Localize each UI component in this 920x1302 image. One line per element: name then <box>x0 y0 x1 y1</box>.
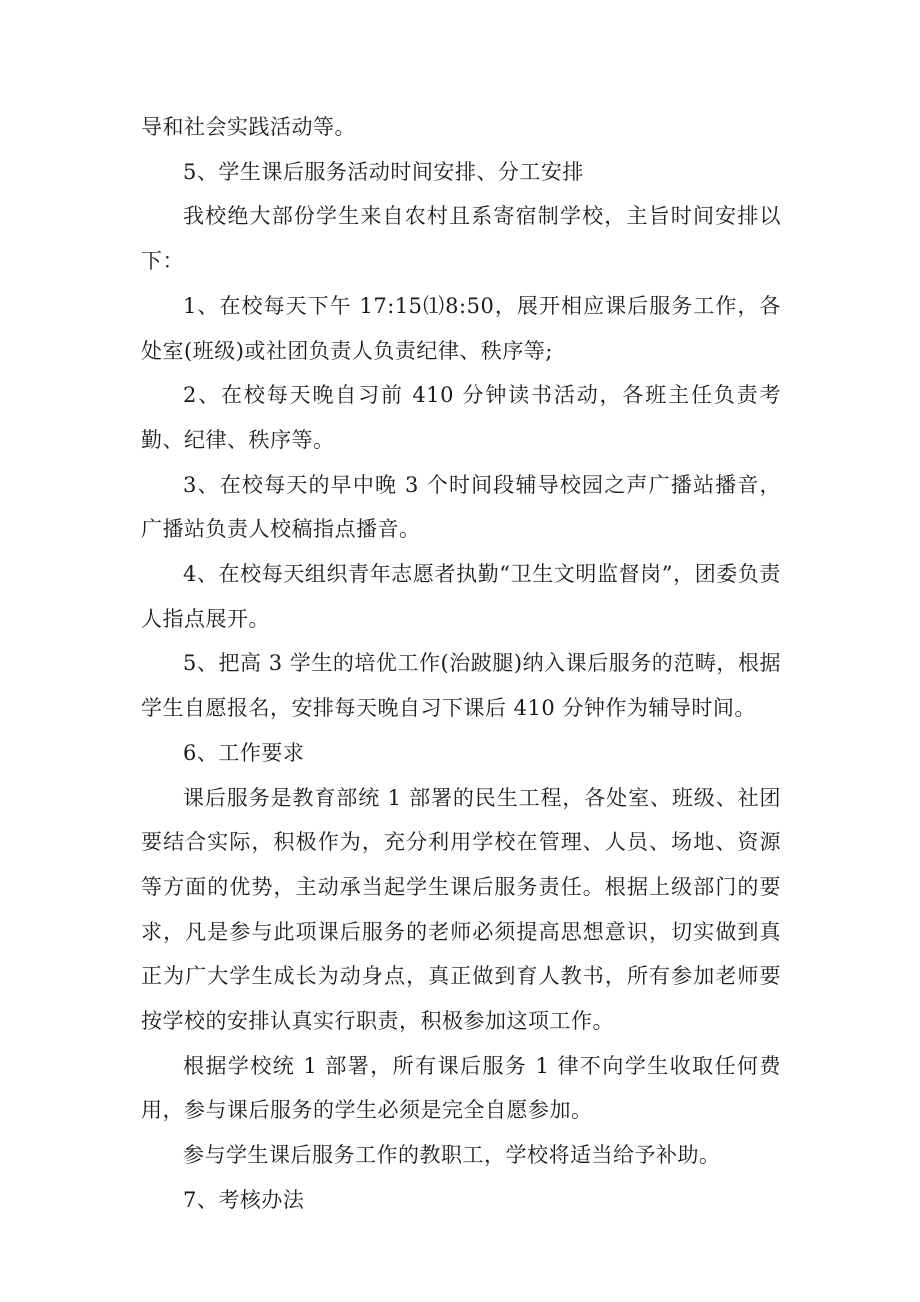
paragraph-requirements: 课后服务是教育部统 1 部署的民生工程，各处室、班级、社团要结合实际，积极作为，充分利用学校在管理、人员、场地、资源等方面的优势，主动承当起学生课后服务责任。根据上级部门的要求，凡是参与此项课后服务的老师必须提高思想意识，切实做到真正为广大学生成长为动身点，真正做到育人教书，所有参加老师要按学校的安排认真实行职责，积极参加这项工作。 <box>141 785 781 1034</box>
paragraph-fees: 根据学校统 1 部署，所有课后服务 1 律不向学生收取任何费用，参与课后服务的学生必须是完全自愿参加。 <box>141 1053 781 1123</box>
document-body <box>141 105 781 1223</box>
list-item-1: 1、在校每天下午 17:15⑴8:50，展开相应课后服务工作，各处室(班级)或社团负责人负责纪律、秩序等; <box>141 293 781 363</box>
paragraph-subsidy: 参与学生课后服务工作的教职工，学校将适当给予补助。 <box>183 1143 721 1168</box>
list-item-4: 4、在校每天组织青年志愿者执勤“卫生文明监督岗”，团委负责人指点展开。 <box>141 562 781 631</box>
list-item-3: 3、在校每天的早中晚 3 个时间段辅导校园之声广播站播音，广播站负责人校稿指点播音。 <box>141 472 781 542</box>
paragraph-continued: 导和社会实践活动等。 <box>141 115 356 139</box>
paragraph-intro: 我校绝大部份学生来自农村且系寄宿制学校，主旨时间安排以下： <box>141 204 781 274</box>
section-heading-schedule: 5、学生课后服务活动时间安排、分工安排 <box>183 159 584 184</box>
section-heading-requirements: 6、工作要求 <box>183 740 305 765</box>
list-item-5: 5、把高 3 学生的培优工作(治跛腿)纳入课后服务的范畴，根据学生自愿报名，安排每天晚自习下课后 410 分钟作为辅导时间。 <box>141 651 781 721</box>
list-item-2: 2、在校每天晚自习前 410 分钟读书活动，各班主任负责考勤、纪律、秩序等。 <box>141 383 781 452</box>
section-heading-assessment: 7、考核办法 <box>183 1187 305 1212</box>
